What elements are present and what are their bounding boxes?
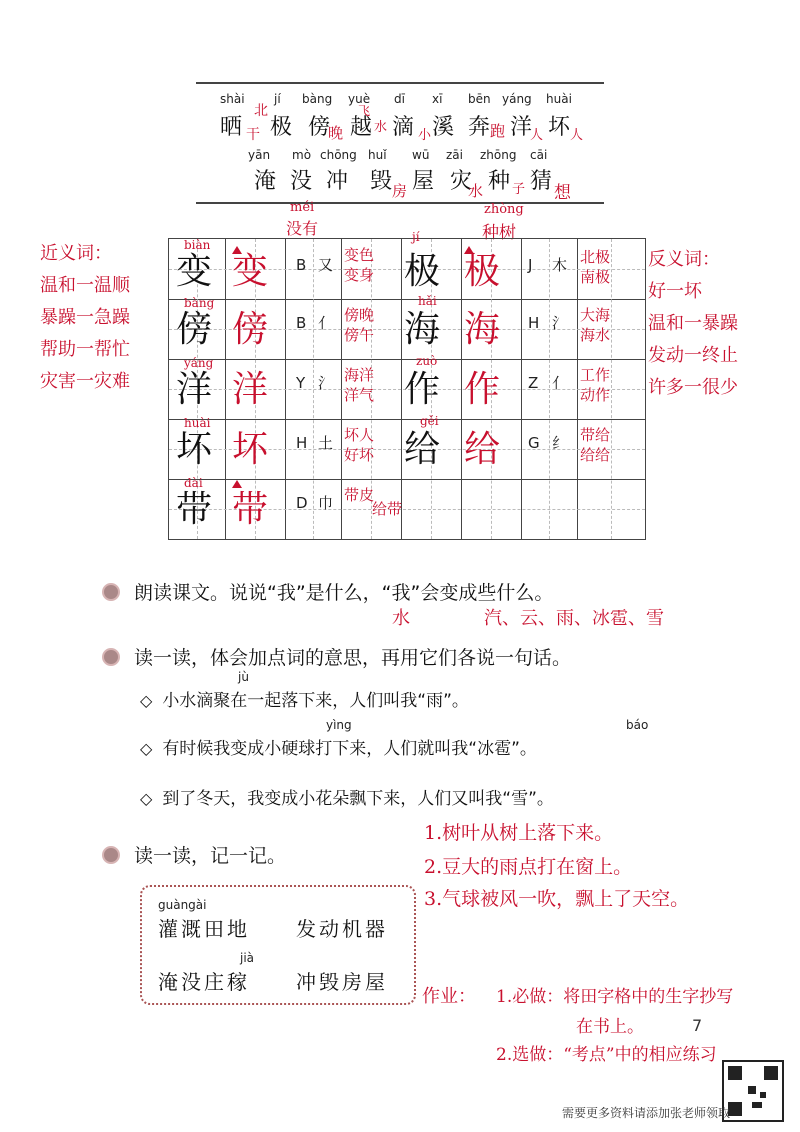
vocab-word: 冲毁房屋 bbox=[296, 970, 388, 994]
cell-copy: 坏 bbox=[232, 429, 269, 470]
note-pinyin: zhòng bbox=[484, 202, 524, 217]
vocab-char: 滴 bbox=[392, 115, 415, 140]
cell-radical: 木 bbox=[552, 256, 568, 274]
vocab-word: 发动机器 bbox=[296, 917, 388, 941]
pinyin: bēn bbox=[468, 92, 491, 106]
pinyin: shài bbox=[220, 92, 245, 106]
cell-letter: Z bbox=[528, 374, 539, 392]
note-word: 没有 bbox=[286, 219, 319, 238]
cell-word: 大海 bbox=[580, 306, 611, 324]
vocab-word: 灌溉田地 bbox=[158, 917, 250, 941]
pinyin: wū bbox=[412, 148, 430, 162]
synonym-item: 暴躁一急躁 bbox=[40, 307, 130, 328]
cell-letter: B bbox=[296, 256, 307, 274]
pinyin: yān bbox=[248, 148, 271, 162]
cell-radical: 氵 bbox=[552, 314, 568, 332]
section-2-text: 读一读，体会加点词的意思，再用它们各说一句话。 bbox=[134, 647, 572, 669]
cell-pinyin: huài bbox=[184, 416, 211, 430]
diamond-icon: ◇ bbox=[140, 789, 153, 808]
note: 人 bbox=[530, 128, 544, 143]
pinyin: jí bbox=[274, 92, 281, 106]
pinyin: chōng bbox=[320, 148, 357, 162]
section-3-text: 读一读，记一记。 bbox=[134, 845, 287, 867]
cell-pinyin: hǎi bbox=[418, 294, 437, 308]
cell-word: 带皮 bbox=[344, 486, 375, 504]
note-word: 种树 bbox=[482, 223, 516, 243]
pinyin: yáng bbox=[502, 92, 532, 106]
cell-word: 坏人 bbox=[344, 426, 375, 444]
cell-char: 海 bbox=[404, 309, 441, 350]
top-rule-2 bbox=[196, 202, 604, 204]
cell-copy: 傍 bbox=[232, 309, 269, 350]
antonym-item: 许多一很少 bbox=[648, 377, 738, 398]
note: 想 bbox=[554, 183, 571, 203]
answer: 3.气球被风一吹，飘上了天空。 bbox=[424, 888, 690, 910]
cell-letter: G bbox=[528, 434, 540, 452]
pinyin: dī bbox=[394, 92, 405, 106]
vocab-char: 坏 bbox=[548, 115, 571, 140]
note: 子 bbox=[512, 182, 526, 197]
synonym-item: 温和一温顺 bbox=[40, 275, 130, 296]
homework-line: 2.选做：“考点”中的相应练习 bbox=[496, 1045, 717, 1065]
cell-word: 北极 bbox=[580, 248, 611, 266]
cell-copy: 给 bbox=[464, 429, 501, 470]
cell-word: 动作 bbox=[580, 386, 611, 404]
antonym-item: 发动一终止 bbox=[648, 345, 738, 366]
vocab-char: 种 bbox=[488, 169, 511, 194]
qr-code-icon[interactable] bbox=[722, 1060, 784, 1122]
pinyin: jià bbox=[240, 951, 255, 965]
cell-char: 坏 bbox=[176, 429, 213, 470]
cell-word: 变身 bbox=[344, 266, 375, 284]
cell-char: 作 bbox=[404, 369, 441, 410]
mark bbox=[232, 246, 242, 254]
cell-radical: 又 bbox=[318, 256, 334, 274]
pinyin: mò bbox=[292, 148, 312, 162]
cell-pinyin: yáng bbox=[184, 356, 214, 370]
top-rule-1 bbox=[196, 82, 604, 84]
antonyms-title: 反义词： bbox=[648, 249, 720, 270]
sentence-item bbox=[140, 734, 537, 759]
cell-word: 给带 bbox=[372, 500, 403, 518]
cell-pinyin: zuò bbox=[416, 354, 438, 368]
cell-letter: D bbox=[296, 494, 308, 512]
cell-letter: H bbox=[528, 314, 540, 332]
pinyin: báo bbox=[626, 718, 649, 732]
homework-line: 在书上。 bbox=[576, 1017, 644, 1037]
vocab-char: 奔 bbox=[468, 115, 491, 140]
vocab-char: 淹 bbox=[254, 169, 277, 194]
note: 小 bbox=[418, 128, 432, 143]
footer-text: 需要更多资料请添加张老师领取 bbox=[561, 1106, 730, 1120]
synonyms-box bbox=[40, 238, 130, 398]
pinyin: huài bbox=[546, 92, 572, 106]
vocab-char: 洋 bbox=[510, 115, 533, 140]
cell-char: 变 bbox=[176, 251, 213, 292]
note: 水 bbox=[374, 120, 388, 135]
vocab-char: 屋 bbox=[412, 169, 435, 194]
cell-radical: 氵 bbox=[318, 374, 334, 392]
page-number: 7 bbox=[692, 1016, 703, 1035]
note: 房 bbox=[392, 182, 408, 200]
sentence-text: 到了冬天，我变成小花朵飘下来，人们又叫我“雪”。 bbox=[162, 789, 554, 809]
cell-word: 傍午 bbox=[344, 326, 375, 344]
vocab-char: 灾 bbox=[450, 169, 473, 194]
section-bullet-icon bbox=[102, 846, 120, 864]
answer: 汽、云、雨、冰雹、雪 bbox=[484, 608, 664, 629]
cell-word: 洋气 bbox=[344, 386, 375, 404]
note: 晚 bbox=[328, 124, 344, 142]
cell-pinyin: dài bbox=[184, 476, 203, 490]
sentence-item bbox=[140, 686, 469, 711]
vocab-char: 极 bbox=[270, 115, 293, 140]
section-1-text: 朗读课文。说说“我”是什么，“我”会变成些什么。 bbox=[134, 582, 554, 604]
cell-word: 变色 bbox=[344, 246, 375, 264]
cell-pinyin: bàng bbox=[184, 296, 215, 310]
sentence-text: 有时候我变成小硬球打下来，人们就叫我“冰雹”。 bbox=[162, 739, 537, 759]
pinyin: zhōng bbox=[480, 148, 517, 162]
cell-pinyin: biàn bbox=[184, 238, 211, 252]
pinyin: xī bbox=[432, 92, 443, 106]
cell-word: 带给 bbox=[580, 426, 611, 444]
cell-letter: J bbox=[528, 256, 533, 274]
pinyin: yuè bbox=[348, 92, 371, 106]
note: 跑 bbox=[490, 122, 506, 140]
mark bbox=[464, 246, 474, 254]
sentence-text: 小水滴聚在一起落下来，人们叫我“雨”。 bbox=[162, 691, 469, 711]
cell-radical: 土 bbox=[318, 434, 334, 452]
synonyms-title: 近义词： bbox=[40, 243, 112, 264]
homework-label: 作业： bbox=[422, 986, 476, 1007]
note: 人 bbox=[570, 128, 584, 143]
note-pinyin: méi bbox=[290, 200, 315, 215]
cell-copy: 极 bbox=[464, 251, 501, 292]
section-bullet-icon bbox=[102, 648, 120, 666]
antonym-item: 温和一暴躁 bbox=[648, 313, 738, 334]
cell-char: 给 bbox=[404, 429, 441, 470]
homework-line: 1.必做：将田字格中的生字抄写 bbox=[496, 987, 734, 1007]
diamond-icon: ◇ bbox=[140, 739, 153, 758]
cell-char: 带 bbox=[176, 489, 213, 530]
pinyin: cāi bbox=[530, 148, 548, 162]
pinyin: yìng bbox=[326, 718, 352, 732]
note: 飞 bbox=[358, 104, 371, 118]
cell-pinyin: jí bbox=[412, 230, 420, 244]
note: 水 bbox=[468, 182, 484, 200]
vocab-char: 溪 bbox=[432, 115, 455, 140]
sentence-item bbox=[140, 784, 554, 809]
vocab-char: 晒 bbox=[220, 115, 243, 140]
cell-word: 海水 bbox=[580, 326, 611, 344]
cell-copy: 海 bbox=[464, 309, 501, 350]
cell-pinyin: gěi bbox=[420, 414, 439, 428]
cell-radical: 巾 bbox=[318, 494, 334, 512]
cell-copy: 作 bbox=[464, 369, 501, 410]
cell-word: 海洋 bbox=[344, 366, 375, 384]
cell-char: 傍 bbox=[176, 309, 213, 350]
note: 干 bbox=[246, 127, 260, 143]
vocab-word: 淹没庄稼 bbox=[158, 970, 250, 994]
diamond-icon: ◇ bbox=[140, 691, 153, 710]
answer: 水 bbox=[392, 608, 410, 629]
synonym-item: 帮助一帮忙 bbox=[40, 339, 130, 360]
cell-word: 工作 bbox=[580, 366, 611, 384]
note: 北 bbox=[254, 103, 268, 119]
cell-copy: 带 bbox=[232, 489, 269, 530]
antonyms-box bbox=[648, 244, 738, 404]
cell-copy: 洋 bbox=[232, 369, 269, 410]
vocab-char: 猜 bbox=[530, 169, 553, 194]
vocab-char: 越 bbox=[350, 115, 373, 140]
pinyin: zāi bbox=[446, 148, 463, 162]
answer: 2.豆大的雨点打在窗上。 bbox=[424, 856, 633, 878]
answer: 1.树叶从树上落下来。 bbox=[424, 822, 614, 844]
cell-radical: 亻 bbox=[552, 374, 568, 392]
cell-word: 给给 bbox=[580, 446, 611, 464]
cell-char: 极 bbox=[404, 251, 441, 292]
cell-word: 好坏 bbox=[344, 446, 375, 464]
pinyin: guàngài bbox=[158, 898, 207, 912]
section-bullet-icon bbox=[102, 583, 120, 601]
cell-radical: 亻 bbox=[318, 314, 334, 332]
vocab-char: 傍 bbox=[308, 115, 331, 140]
cell-radical: 纟 bbox=[552, 434, 568, 452]
cell-char: 洋 bbox=[176, 369, 213, 410]
cell-letter: B bbox=[296, 314, 307, 332]
pinyin: huǐ bbox=[368, 148, 387, 162]
cell-word: 傍晚 bbox=[344, 306, 375, 324]
pinyin: bàng bbox=[302, 92, 333, 106]
cell-letter: H bbox=[296, 434, 308, 452]
antonym-item: 好一坏 bbox=[648, 281, 702, 302]
mark bbox=[232, 480, 242, 488]
pinyin: jù bbox=[238, 670, 249, 684]
cell-copy: 变 bbox=[232, 251, 269, 292]
vocab-char: 没 bbox=[290, 169, 313, 194]
synonym-item: 灾害一灾难 bbox=[40, 371, 130, 392]
cell-word: 南极 bbox=[580, 268, 611, 286]
cell-letter: Y bbox=[296, 374, 306, 392]
vocab-char: 冲 bbox=[326, 169, 349, 194]
vocab-char: 毁 bbox=[370, 169, 393, 194]
